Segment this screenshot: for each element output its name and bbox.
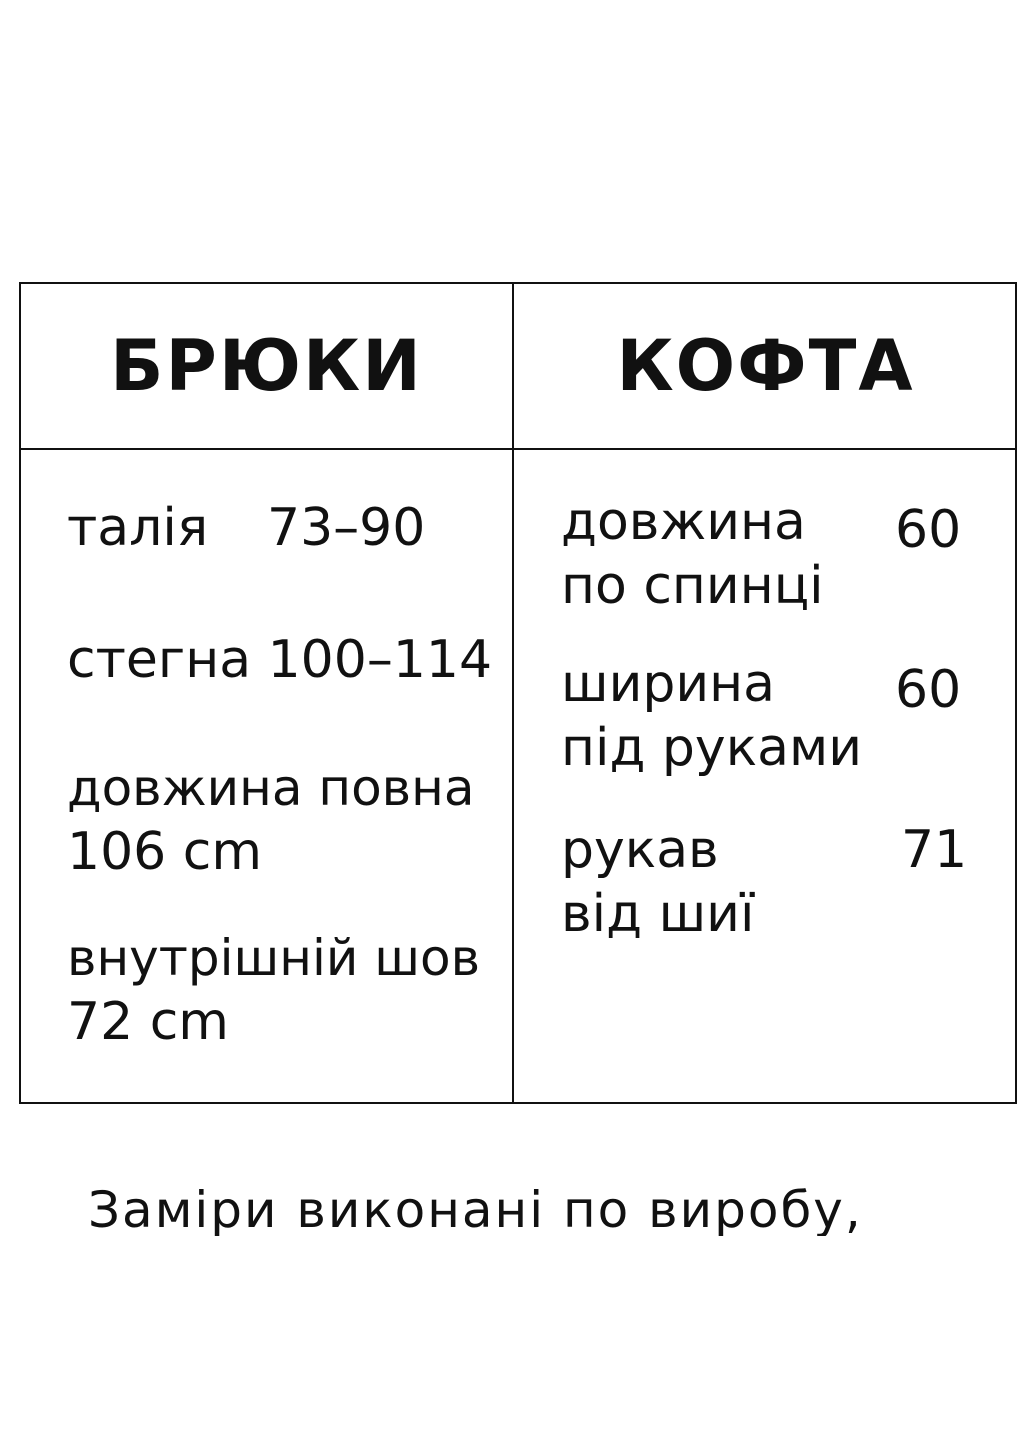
trousers-header: БРЮКИ <box>110 325 423 407</box>
sleeve-label-line2: від шиї <box>561 884 755 944</box>
chest-width-label-line2: під руками <box>561 718 863 778</box>
waist-label: талія <box>67 498 209 558</box>
sleeve-label-line1: рукав <box>561 820 719 880</box>
chest-width-value: 60 <box>895 660 962 720</box>
size-table <box>19 282 1017 1104</box>
waist-value: 73–90 <box>267 498 426 558</box>
full-length-value: 106 cm <box>67 822 263 882</box>
chest-width-label-line1: ширина <box>561 654 776 714</box>
header-divider <box>21 448 1015 450</box>
inseam-value: 72 cm <box>67 992 229 1052</box>
top-header: КОФТА <box>616 325 915 407</box>
full-length-label: довжина повна <box>67 759 475 817</box>
inseam-label: внутрішній шов <box>67 929 481 987</box>
measurement-note: Заміри виконані по виробу, <box>88 1181 863 1236</box>
hips-measure: стегна 100–114 <box>67 630 493 690</box>
back-length-label-line2: по спинці <box>561 556 824 616</box>
back-length-label-line1: довжина <box>561 492 806 552</box>
sleeve-value: 71 <box>901 820 968 880</box>
back-length-value: 60 <box>895 500 962 560</box>
